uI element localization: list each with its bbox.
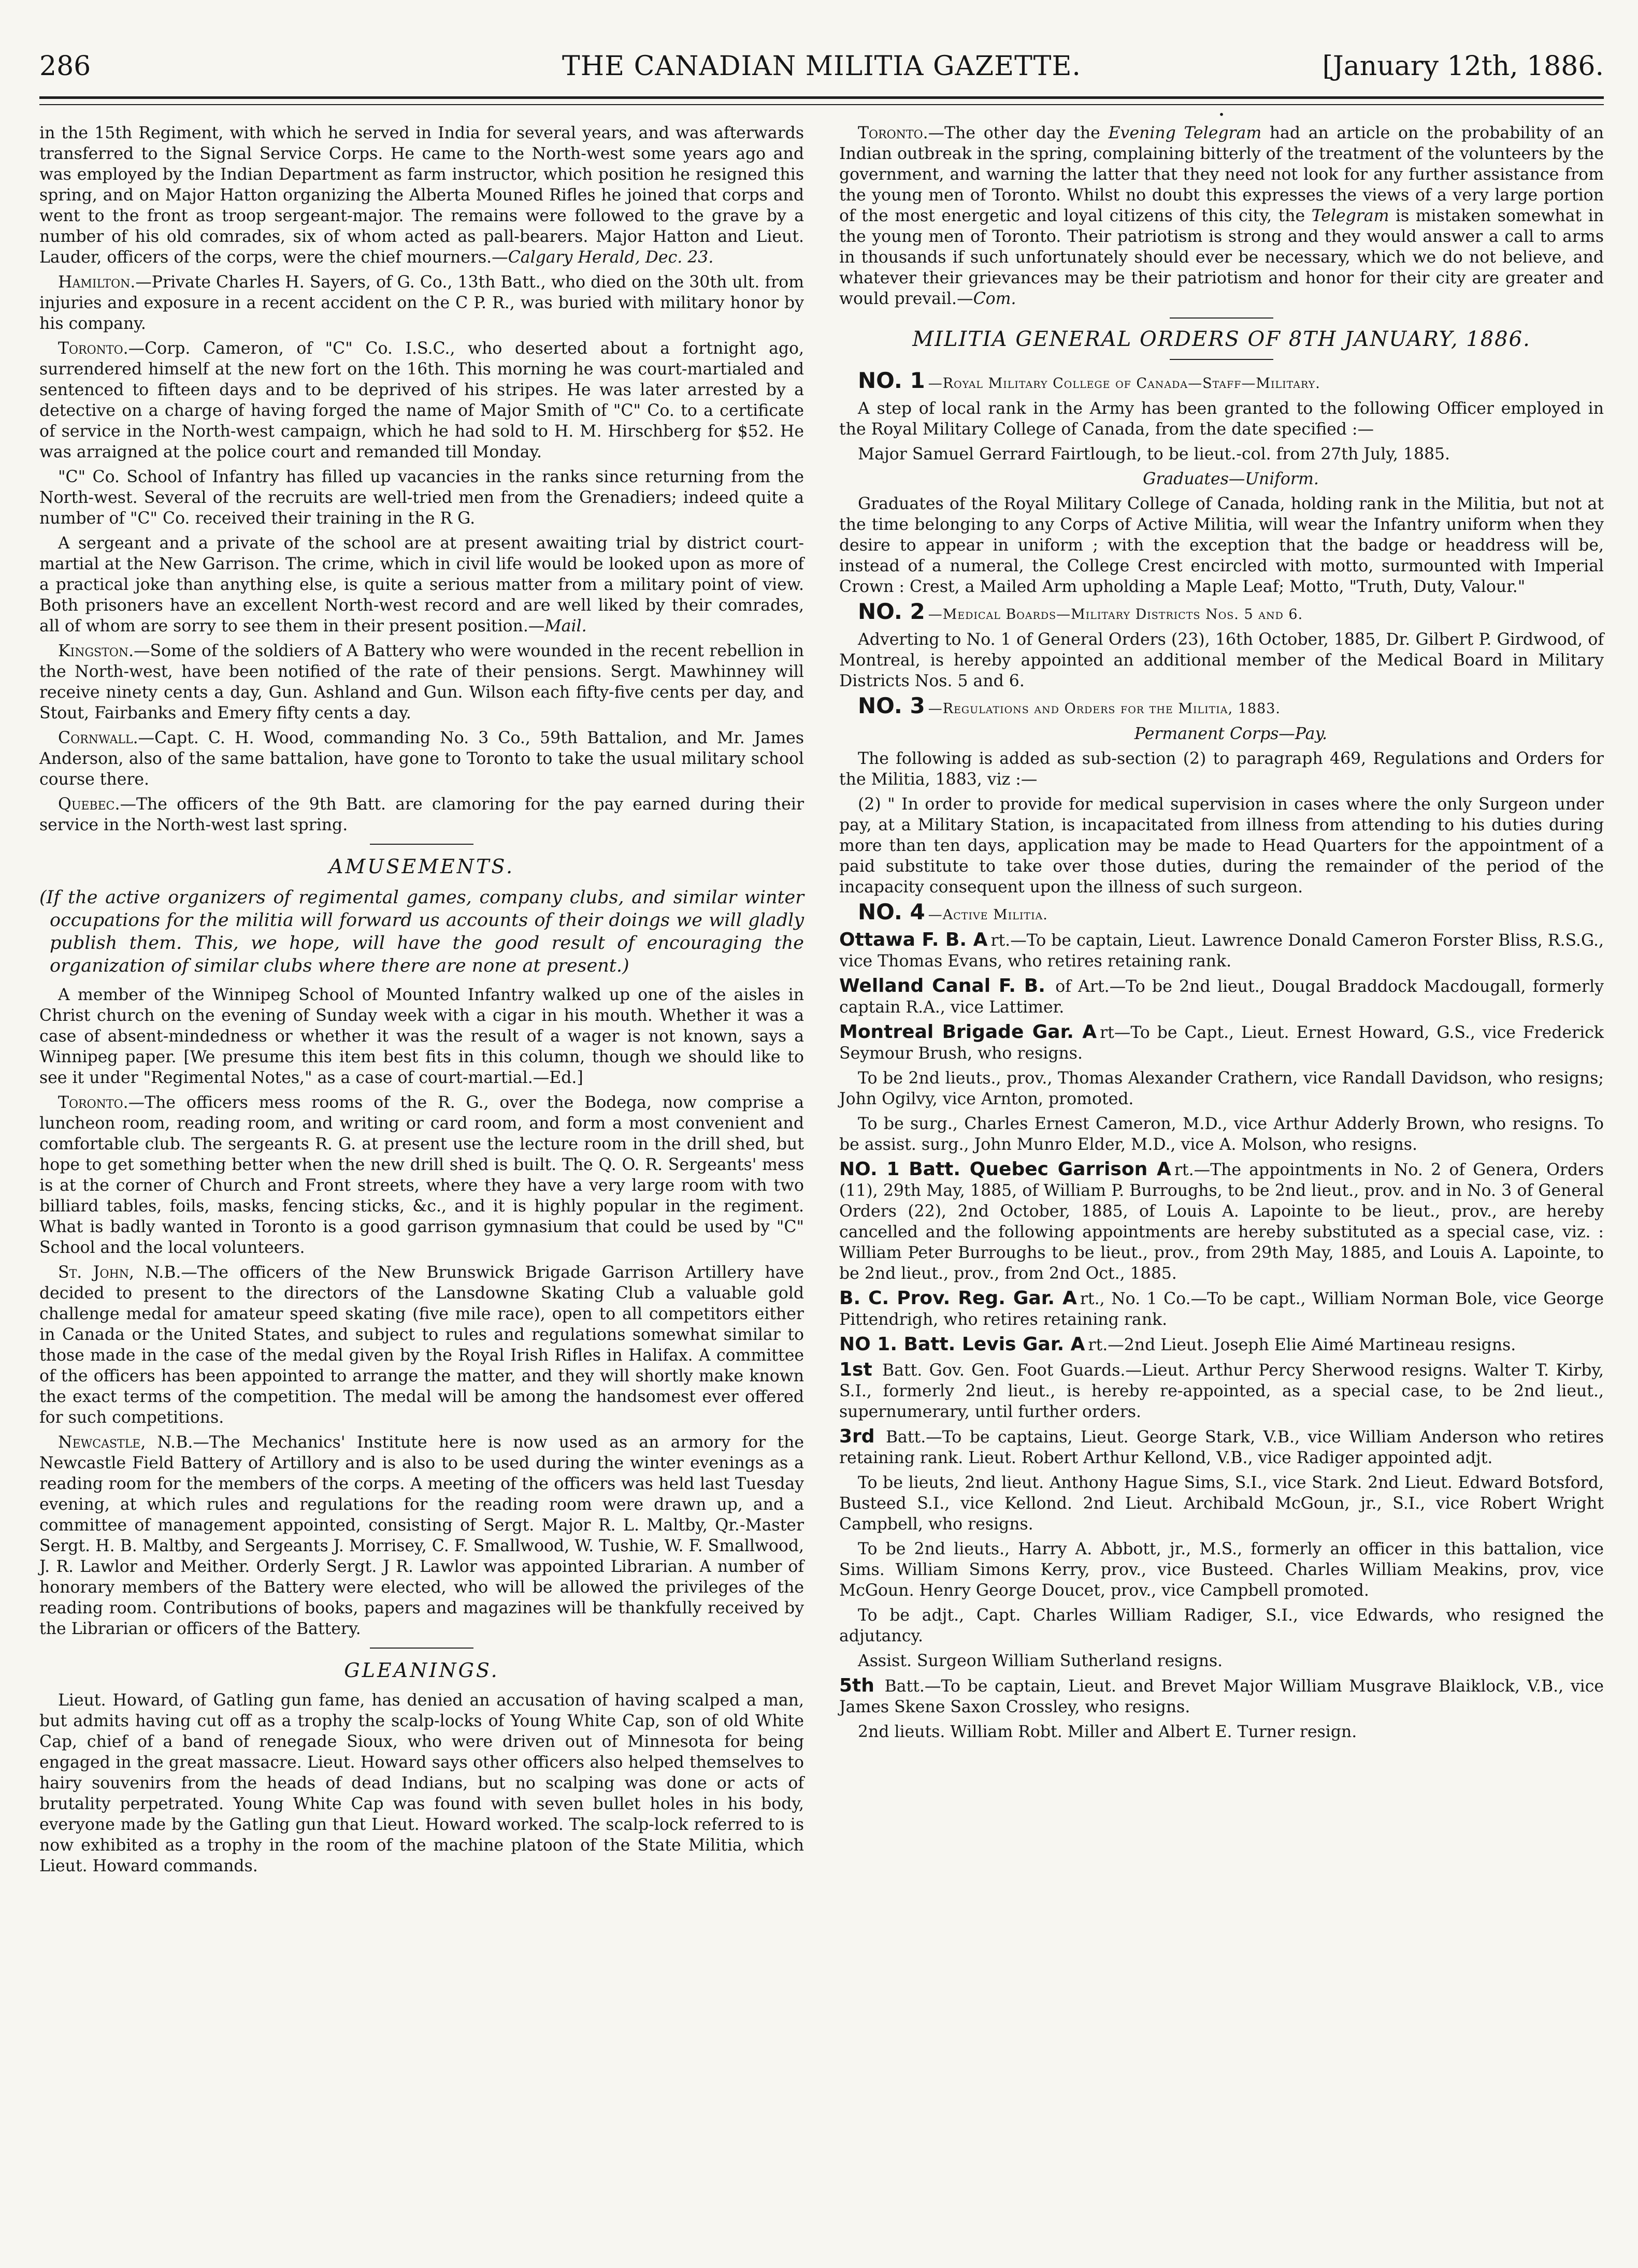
- order-2-text: Adverting to No. 1 of General Orders (23), 16th October, 1885, Dr. Gilbert P. Girdwood, of Montreal, is hereby appointed an additional member of the Medical Board in Military Districts Nos. 5 and 6.: [839, 630, 1604, 690]
- order-1-text: A step of local rank in the Army has been granted to the following Officer employed in the Royal Military College of Canada, from the date specified :—: [839, 399, 1604, 439]
- montreal-brigade-entry: Montreal Brigade Gar. A rt—To be Capt., Lieut. Ernest Howard, G.S., vice Frederick Seymour Brush, who resigns.: [839, 1021, 1604, 1063]
- order-3-text: The following is added as sub-section (2) to paragraph 469, Regulations and Orders for the Militia, 1883, viz :—: [839, 749, 1604, 789]
- cornwall-item: Cornwall.—Capt. C. H. Wood, commanding No. 3 Co., 59th Battalion, and Mr. James Anderson, also of the same battalion, have gone to Toronto to take the usual military school course there.: [39, 729, 804, 789]
- column-ornament: •: [1218, 108, 1225, 121]
- obituary-paragraph: in the 15th Regiment, with which he served in India for several years, and was afterwards transferred to the Signal Service Corps. He came to the North-west some years ago and was employed by the Indian Department as farm instructor, which position he resigned this spring, and on Major Hatton organizing the Alberta Mouned Rifles he joined that corps and went to the front as troop sergeant-major. The remains were followed to the grave by a number of his old comrades, six of whom acted as pall-bearers. Major Hatton and Lieut. Lauder, officers of the corps, were the chief mourners.—Calgary Herald, Dec. 23.: [39, 124, 804, 267]
- order-4-heading: NO. 4 —Active Militia.: [858, 899, 1048, 924]
- permanent-corps-subheading: Permanent Corps—Pay.: [1134, 725, 1328, 743]
- gleanings-item: Lieut. Howard, of Gatling gun fame, has denied an accusation of having scalped a man, but admits having cut off as a trophy the scalp-locks of Young White Cap, son of old White Cap, chief of a band of renegade Sioux, who were driven out of Minnesota for being engaged in the great massacre. Lieut. Howard says other officers also helped themselves to hairy souvenirs from the heads of dead Indians, but no scalping was done or acts of brutality perpetrated. Young White Cap was found with seven bullet holes in his body, everyone made by the Gatling gun that Lieut. Howard worked. The scalp-lock referred to is now exhibited as a trophy in the room of the machine platoon of the State Militia, which Lieut. Howard commands.: [39, 1691, 804, 1875]
- general-orders-heading: MILITIA GENERAL ORDERS OF 8TH JANUARY, 1886.: [912, 327, 1531, 351]
- quebec-garrison-entry: NO. 1 Batt. Quebec Garrison A rt.—The appointments in No. 2 of Genera, Orders (11), 29th May, 1885, of William P. Burroughs, to be 2nd lieut., prov. and in No. 3 of General Orders (22), 2nd October, 1885, of Louis A. Lapointe to be lieut., prov., are hereby cancelled and the following appointments are hereby substituted as a special case, viz. : William Peter Burroughs to be lieut., prov., from 29th May, 1885, and Louis A. Lapointe, to be 2nd lieut., prov., from 2nd Oct., 1885.: [839, 1159, 1604, 1283]
- welland-canal-entry: Welland Canal F. B. of Art.—To be 2nd lieut., Dougal Braddock Macdougall, formerly captain R.A., vice Lattimer.: [839, 975, 1604, 1017]
- right-column: [839, 108, 1604, 1881]
- newspaper-title: THE CANADIAN MILITIA GAZETTE.: [562, 51, 1081, 82]
- masthead-rule: [39, 96, 1604, 99]
- gleanings-heading: GLEANINGS.: [344, 1659, 499, 1682]
- third-batt-entry-5: Assist. Surgeon William Sutherland resigns.: [858, 1652, 1223, 1670]
- section-divider: [1170, 359, 1273, 360]
- c-company-school-item: "C" Co. School of Infantry has filled up vacancies in the ranks since returning from the North-west. Several of the recruits are well-tried men from the Grenadiers; indeed quite a number of "C" Co. received their training in the R G.: [39, 468, 804, 528]
- toronto-telegram-item: Toronto.—The other day the Evening Telegram had an article on the probability of an Indian outbreak in the spring, complaining bitterly of the treatment of the volunteers by the government, and warning the latter that they need not look for any further assistance from the young men of Toronto. Whilst no doubt this expresses the views of a very large portion of the most energetic and loyal citizens of this city, the Telegram is mistaken somewhat in the young men of Toronto. Their patriotism is strong and they would answer a call to arms in thousands if such unfortunately should ever be necessary, which we do not believe, and whatever their grievances may be their patriotism and honor for their city are greater and would prevail.—Com.: [839, 124, 1604, 308]
- issue-date: [January 12th, 1886.: [1322, 51, 1604, 82]
- kingston-item: Kingston.—Some of the soldiers of A Battery who were wounded in the recent rebellion in the North-west, have been notified of the rate of their pensions. Sergt. Mawhinney will receive ninety cents a day, Gun. Ashland and Gun. Wilson each fifty-five cents per day, and Stout, Fairbanks and Emery fifty cents a day.: [39, 642, 804, 723]
- order-3-text-2: (2) " In order to provide for medical supervision in cases where the only Surgeon under pay, at a Military Station, is incapacitated from illness from attending to his duties during more than ten days, application may be made to Head Quarters for the appointment of a paid substitute to take over those duties, during the remainder of the period of the incapacity consequent upon the illness of such surgeon.: [839, 795, 1604, 897]
- newcastle-item: Newcastle, N.B.—The Mechanics' Institute here is now used as an armory for the Newcastle Field Battery of Artillory and is also to be used during the winter evenings as a reading room for the members of the corps. A meeting of the officers was held last Tuesday evening, at which rules and regulations for the reading room were drawn up, and a committee of management appointed, consisting of Sergt. Major R. L. Maltby, Qr.-Master Sergt. H. B. Maltby, and Sergeants J. Morrisey, C. F. Smallwood, W. Tushie, W. F. Smallwood, J. R. Lawlor and Meither. Orderly Sergt. J R. Lawlor was appointed Librarian. A number of honorary members of the Battery were elected, who will be allowed the privileges of the reading room. Contributions of books, papers and magazines will be thankfully received by the Librarian or officers of the Battery.: [39, 1433, 804, 1638]
- section-divider: [370, 844, 473, 845]
- order-3-heading: NO. 3 —Regulations and Orders for the Militia, 1883.: [858, 693, 1281, 718]
- ottawa-fba-entry: Ottawa F. B. A rt.—To be captain, Lieut. Lawrence Donald Cameron Forster Bliss, R.S.G., vice Thomas Evans, who retires retaining rank.: [839, 929, 1604, 971]
- bc-prov-entry: B. C. Prov. Reg. Gar. A rt., No. 1 Co.—To be capt., William Norman Bole, vice George Pittendrigh, who retires retaining rank.: [839, 1288, 1604, 1329]
- section-divider: [1170, 317, 1273, 319]
- masthead: [39, 46, 1604, 93]
- third-batt-entry-2: To be lieuts, 2nd lieut. Anthony Hague Sims, S.I., vice Stark. 2nd Lieut. Edward Botsford, Busteed S.I., vice Kellond. 2nd Lieut. Archibald McGoun, jr., S.I., vice Robert Wright Campbell, who resigns.: [839, 1474, 1604, 1534]
- page-number: 286: [39, 51, 91, 82]
- fifth-batt-entry-2: 2nd lieuts. William Robt. Miller and Albert E. Turner resign.: [858, 1723, 1357, 1741]
- montreal-brigade-entry-2: To be 2nd lieuts., prov., Thomas Alexander Crathern, vice Randall Davidson, who resigns; John Ogilvy, vice Arnton, promoted.: [839, 1069, 1604, 1108]
- left-column: [39, 123, 804, 1881]
- amusements-intro: (If the active organizers of regimental games, company clubs, and similar winter occupations for the militia will forward us accounts of their doings we will gladly publish them. This, we hope, will have the good result of encouraging the organization of similar clubs where there are none at present.): [39, 887, 804, 976]
- fifth-batt-entry: 5th Batt.—To be captain, Lieut. and Brevet Major William Musgrave Blaiklock, V.B., vice James Skene Saxon Crossley, who resigns.: [839, 1675, 1604, 1716]
- st-john-item: St. John, N.B.—The officers of the New Brunswick Brigade Garrison Artillery have decided to present to the directors of the Lansdowne Skating Club a valuable gold challenge medal for amateur speed skating (five mile race), open to all competitors either in Canada or the United States, and subject to rules and regulations somewhat similar to those made in the case of the medal given by the Royal Irish Rifles in Halifax. A committee of the officers has been appointed to arrange the matter, and they will shortly make known the exact terms of the competition. The medal will be among the handsomest ever offered for such competitions.: [39, 1263, 804, 1427]
- order-1-heading: NO. 1 —Royal Military College of Canada—Staff—Military.: [858, 368, 1320, 393]
- montreal-brigade-entry-3: To be surg., Charles Ernest Cameron, M.D., vice Arthur Adderly Brown, who resigns. To be assist. surg., John Munro Elder, M.D., vice A. Molson, who resigns.: [839, 1115, 1604, 1154]
- third-batt-entry: 3rd Batt.—To be captains, Lieut. George Stark, V.B., vice William Anderson who retires retaining rank. Lieut. Robert Arthur Kellond, V.B., vice Radiger appointed adjt.: [839, 1426, 1604, 1467]
- court-martial-item: A sergeant and a private of the school are at present awaiting trial by district court-martial at the New Garrison. The crime, which in civil life would be looked upon as more of a practical joke than anything else, is quite a serious matter from a military point of view. Both prisoners have an excellent North-west record and are well liked by their comrades, all of whom are sorry to see them in their present position.—Mail.: [39, 534, 804, 635]
- third-batt-entry-3: To be 2nd lieuts., Harry A. Abbott, jr., M.S., formerly an officer in this battalion, vice Sims. William Simons Kerry, prov., vice Busteed. Charles William Meakins, prov, vice McGoun. Henry George Doucet, prov., vice Campbell promoted.: [839, 1540, 1604, 1600]
- masthead-rule-thin: [39, 104, 1604, 105]
- third-batt-entry-4: To be adjt., Capt. Charles William Radiger, S.I., vice Edwards, who resigned the adjutancy.: [839, 1606, 1604, 1645]
- graduates-text: Graduates of the Royal Military College of Canada, holding rank in the Militia, but not at the time belonging to any Corps of Active Militia, will wear the Infantry uniform when they desire to appear in uniform ; with the exception that the badge or headdress will be, instead of a numeral, the College Crest encircled with motto, surmounted with Imperial Crown : Crest, a Mailed Arm upholding a Maple Leaf; Motto, "Truth, Duty, Valour.": [839, 495, 1604, 596]
- order-2-heading: NO. 2 —Medical Boards—Military Districts Nos. 5 and 6.: [858, 599, 1303, 624]
- hamilton-item: Hamilton.—Private Charles H. Sayers, of G. Co., 13th Batt., who died on the 30th ult. from injuries and exposure in a recent accident on the C P. R., was buried with military honor by his company.: [39, 273, 804, 333]
- foot-guards-entry: 1st Batt. Gov. Gen. Foot Guards.—Lieut. Arthur Percy Sherwood resigns. Walter T. Kirby, S.I., formerly 2nd lieut., is hereby re-appointed, as a special case, to be 2nd lieut., supernumerary, until further orders.: [839, 1359, 1604, 1421]
- winnipeg-item: A member of the Winnipeg School of Mounted Infantry walked up one of the aisles in Christ church on the evening of Sunday week with a cigar in his mouth. Whether it was a case of absent-mindedness or whether it was the result of a wager is not known, says a Winnipeg paper. [We presume this item best fits in this column, though we should like to see it under "Regimental Notes," as a case of court-martial.—Ed.]: [39, 986, 804, 1087]
- section-divider: [370, 1648, 473, 1649]
- quebec-item: Quebec.—The officers of the 9th Batt. are clamoring for the pay earned during their service in the North-west last spring.: [39, 795, 804, 834]
- amusements-heading: AMUSEMENTS.: [328, 855, 515, 878]
- article-columns: [39, 108, 1604, 1881]
- graduates-subheading: Graduates—Uniform.: [1143, 470, 1319, 488]
- order-1-text-2: Major Samuel Gerrard Fairtlough, to be lieut.-col. from 27th July, 1885.: [858, 445, 1450, 464]
- toronto-desertion-item: Toronto.—Corp. Cameron, of "C" Co. I.S.C., who deserted about a fortnight ago, surrendered himself at the new fort on the 16th. This morning he was court-martialed and sentenced to fifteen days and to be deprived of his stripes. He was later arrested by a detective on a charge of having forged the name of Major Smith of "C" Co. to a certificate of service in the North-west campaign, which he had sold to H. M. Hirschberg for $52. He was arraigned at the police court and remanded till Monday.: [39, 339, 804, 461]
- toronto-mess-item: Toronto.—The officers mess rooms of the R. G., over the Bodega, now comprise a luncheon room, reading room, and writing or card room, and form a most convenient and comfortable club. The sergeants R. G. at present use the lecture room in the drill shed, but hope to get something better when the new drill shed is built. The Q. O. R. Sergeants' mess is at the corner of Church and Front streets, where they have a very large room with two billiard tables, foils, masks, fencing sticks, &c., and it is highly popular in the regiment. What is badly wanted in Toronto is a good garrison gymnasium that could be used by "C" School and the local volunteers.: [39, 1093, 804, 1257]
- levis-entry: NO 1. Batt. Levis Gar. A rt.—2nd Lieut. Joseph Elie Aimé Martineau resigns.: [839, 1334, 1516, 1355]
